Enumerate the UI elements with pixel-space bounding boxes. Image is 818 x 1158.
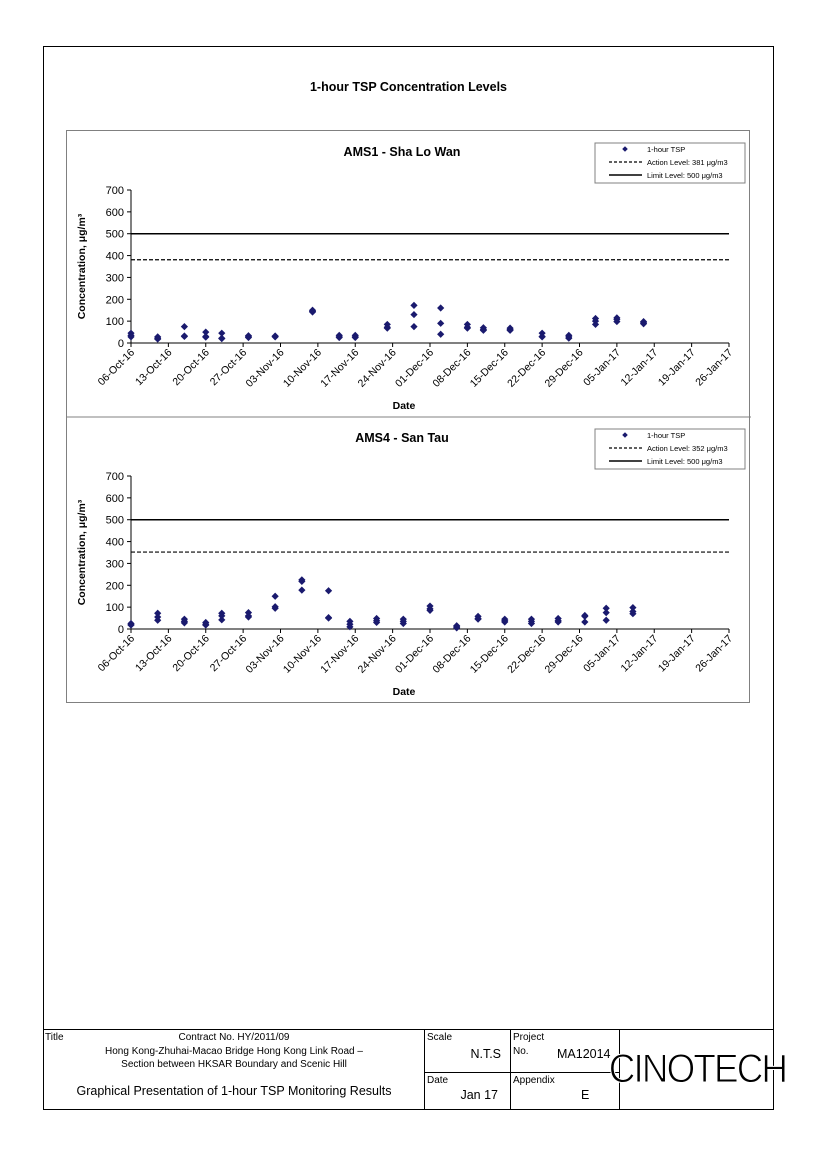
x-tick-label: 17-Nov-16 <box>318 346 362 390</box>
data-point <box>603 617 610 624</box>
chart-panel-2 <box>76 429 745 698</box>
chart-title: AMS4 - San Tau <box>355 431 449 445</box>
legend-entry: 1-hour TSP <box>647 431 686 440</box>
y-tick-label: 400 <box>105 250 124 263</box>
x-tick-label: 05-Jan-17 <box>581 346 623 389</box>
x-tick-label: 10-Nov-16 <box>280 346 324 390</box>
charts-container <box>66 130 750 703</box>
legend-entry: Limit Level: 500 μg/m3 <box>647 457 723 466</box>
x-tick-label: 15-Dec-16 <box>467 632 511 676</box>
scale-cell <box>425 1030 511 1073</box>
x-tick-label: 03-Nov-16 <box>243 346 287 390</box>
data-point <box>437 331 444 338</box>
y-tick-label: 200 <box>105 294 124 307</box>
x-tick-label: 13-Oct-16 <box>132 346 175 389</box>
y-tick-label: 700 <box>105 185 124 197</box>
x-tick-label: 22-Dec-16 <box>505 346 549 390</box>
x-tick-label: 22-Dec-16 <box>505 632 549 676</box>
data-point <box>410 311 417 318</box>
x-tick-label: 03-Nov-16 <box>243 632 287 676</box>
y-tick-label: 200 <box>105 580 124 593</box>
title-label: Title <box>45 1032 64 1043</box>
y-tick-label: 600 <box>105 206 124 219</box>
date-label: Date <box>427 1075 449 1086</box>
x-tick-label: 20-Oct-16 <box>170 346 212 389</box>
data-point <box>581 618 588 625</box>
scale-value: N.T.S <box>470 1047 501 1061</box>
x-tick-label: 12-Jan-17 <box>618 632 661 675</box>
x-tick-label: 29-Dec-16 <box>542 632 586 676</box>
y-tick-label: 500 <box>105 228 124 241</box>
data-point <box>298 586 305 593</box>
x-tick-label: 13-Oct-16 <box>132 632 175 675</box>
x-tick-label: 10-Nov-16 <box>280 632 324 676</box>
chart-panel-1 <box>76 143 745 412</box>
appendix-cell <box>511 1073 620 1110</box>
y-tick-label: 700 <box>105 471 124 483</box>
title-cell <box>43 1030 425 1110</box>
legend-entry: 1-hour TSP <box>647 145 686 154</box>
data-point <box>603 609 610 616</box>
data-point <box>272 333 279 340</box>
data-point <box>410 323 417 330</box>
x-tick-label: 27-Oct-16 <box>207 346 250 389</box>
y-tick-label: 300 <box>105 272 124 285</box>
y-tick-label: 400 <box>105 536 124 549</box>
data-point <box>410 302 417 309</box>
x-tick-label: 01-Dec-16 <box>392 346 437 390</box>
data-point <box>384 325 391 332</box>
project-name-line2: Section between HKSAR Boundary and Scenic Hill <box>121 1059 347 1070</box>
y-tick-label: 0 <box>117 338 124 350</box>
legend-entry: Action Level: 352 μg/m3 <box>647 444 728 453</box>
data-point <box>245 613 252 620</box>
x-tick-label: 06-Oct-16 <box>95 632 138 675</box>
legend-entry: Action Level: 381 μg/m3 <box>647 158 728 167</box>
x-tick-label: 27-Oct-16 <box>207 632 250 675</box>
project-no-label: No. <box>513 1046 529 1057</box>
x-tick-label: 19-Jan-17 <box>655 632 698 675</box>
project-name-line1: Hong Kong-Zhuhai-Macao Bridge Hong Kong Link Road – <box>105 1046 363 1057</box>
cinotech-logo <box>608 1029 786 1110</box>
x-tick-label: 26-Jan-17 <box>693 632 736 675</box>
x-tick-label: 24-Nov-16 <box>355 346 399 390</box>
project-no-value: MA12014 <box>557 1047 611 1061</box>
appendix-value: E <box>581 1088 590 1102</box>
x-tick-label: 01-Dec-16 <box>392 632 437 676</box>
legend-entry: Limit Level: 500 μg/m3 <box>647 171 723 180</box>
data-point <box>181 323 188 330</box>
project-cell <box>511 1030 620 1073</box>
x-tick-label: 08-Dec-16 <box>430 346 474 390</box>
data-point <box>539 333 546 340</box>
y-tick-label: 600 <box>105 492 124 505</box>
y-axis-label: Concentration, μg/m³ <box>76 499 88 606</box>
data-point <box>272 593 279 600</box>
scale-label: Scale <box>427 1032 453 1043</box>
y-tick-label: 100 <box>105 316 124 329</box>
y-axis-label: Concentration, μg/m³ <box>76 213 88 320</box>
data-point <box>325 587 332 594</box>
x-axis-label: Date <box>392 686 416 698</box>
data-point <box>437 304 444 311</box>
appendix-label: Appendix <box>513 1075 555 1086</box>
x-tick-label: 15-Dec-16 <box>467 346 511 390</box>
x-tick-label: 20-Oct-16 <box>170 632 212 675</box>
data-point <box>325 614 332 621</box>
y-tick-label: 300 <box>105 558 124 571</box>
x-tick-label: 06-Oct-16 <box>95 346 138 389</box>
chart-title: AMS1 - Sha Lo Wan <box>343 145 461 159</box>
x-tick-label: 19-Jan-17 <box>655 346 698 389</box>
x-tick-label: 29-Dec-16 <box>542 346 586 390</box>
x-tick-label: 24-Nov-16 <box>355 632 399 676</box>
logo-text: CINOTECH <box>608 1047 786 1091</box>
y-tick-label: 500 <box>105 514 124 527</box>
x-tick-label: 08-Dec-16 <box>430 632 474 676</box>
x-tick-label: 17-Nov-16 <box>318 632 362 676</box>
drawing-title: Graphical Presentation of 1-hour TSP Monitoring Results <box>76 1084 392 1098</box>
contract-number: Contract No. HY/2011/09 <box>178 1032 290 1043</box>
y-tick-label: 0 <box>117 624 124 636</box>
date-cell <box>425 1073 511 1110</box>
x-tick-label: 05-Jan-17 <box>581 632 623 675</box>
page-title: 1-hour TSP Concentration Levels <box>309 80 508 94</box>
project-label: Project <box>513 1032 545 1043</box>
charts-svg <box>67 131 751 704</box>
data-point <box>181 333 188 340</box>
data-point <box>437 320 444 327</box>
date-value: Jan 17 <box>460 1088 498 1102</box>
x-tick-label: 26-Jan-17 <box>693 346 736 389</box>
data-point <box>202 333 209 340</box>
y-tick-label: 100 <box>105 602 124 615</box>
data-point <box>218 335 225 342</box>
x-axis-label: Date <box>392 400 416 412</box>
data-point <box>464 325 471 332</box>
data-point <box>218 616 225 623</box>
x-tick-label: 12-Jan-17 <box>618 346 661 389</box>
